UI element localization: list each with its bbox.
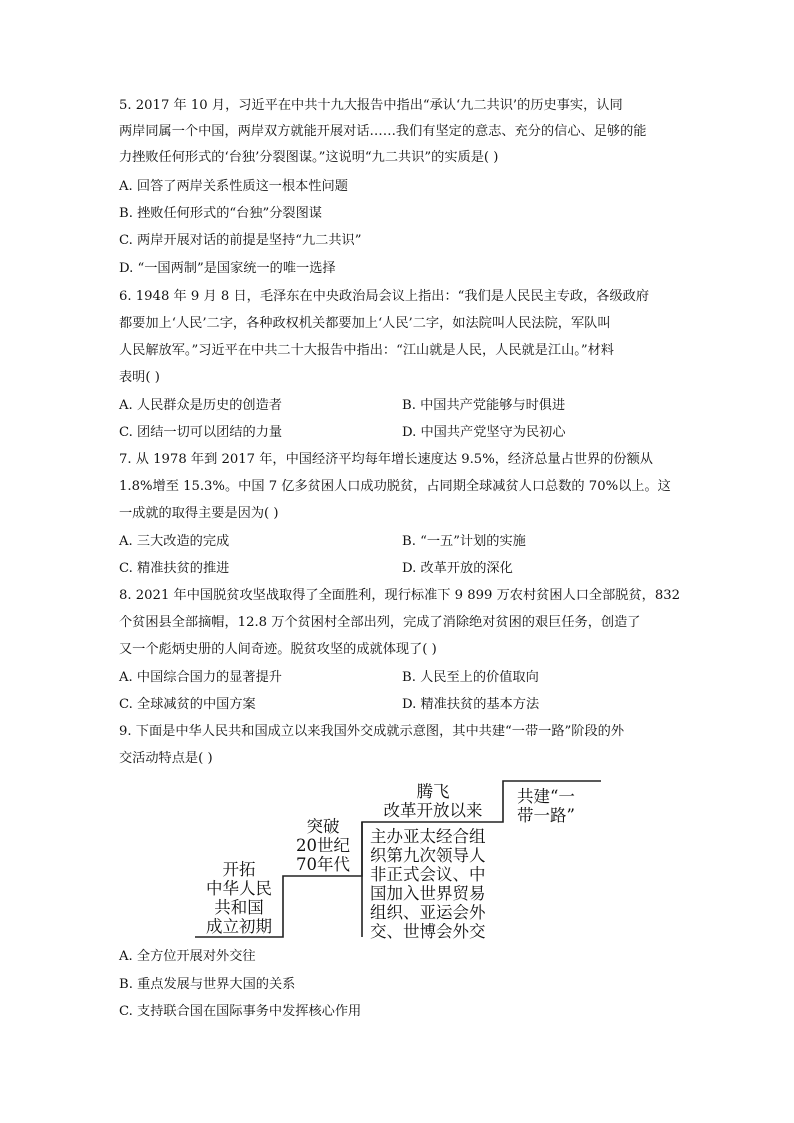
q9-line-2: 交活动特点是( ) [119, 751, 213, 766]
q6-line-4: 表明( ) [119, 370, 160, 385]
q5-option-a: A. 回答了两岸关系性质这一根本性问题 [119, 179, 348, 194]
stage3-detail-line: 国加入世界贸易 [370, 884, 486, 903]
q8-option-b: B. 人民至上的价值取向 [402, 670, 539, 685]
stage4-line: 共建“一 [517, 787, 575, 806]
stage1-label [197, 860, 281, 936]
stage3-title-line: 改革开放以来 [383, 801, 483, 820]
q6-option-d: D. 中国共产党坚守为民初心 [402, 425, 566, 440]
stage3-title-line: 腾飞 [416, 782, 450, 801]
q8-line-1: 8. 2021 年中国脱贫攻坚战取得了全面胜利，现行标准下 9 899 万农村贫困人口全部脱贫，832 [119, 588, 681, 603]
stage1-line: 共和国 [214, 898, 264, 917]
stage2-line: 20世纪 [296, 836, 350, 855]
stage3-title [364, 782, 502, 820]
stage2-line: 70年代 [296, 855, 350, 874]
q6-option-c: C. 团结一切可以团结的力量 [119, 425, 283, 440]
stage4-label [517, 787, 575, 825]
stage3-detail-line: 非正式会议、中 [370, 865, 486, 884]
q5-option-b: B. 挫败任何形式的“台独”分裂图谋 [119, 206, 322, 221]
stage2-label [287, 817, 359, 874]
q8-option-d: D. 精准扶贫的基本方法 [402, 697, 540, 712]
q5-line-2: 两岸同属一个中国，两岸双方就能开展对话……我们有坚定的意志、充分的信心、足够的能 [119, 124, 647, 139]
q9-option-a: A. 全方位开展对外交往 [119, 949, 256, 964]
q5-option-c: C. 两岸开展对话的前提是坚持“九二共识” [119, 233, 362, 248]
q8-line-3: 又一个彪炳史册的人间奇迹。脱贫攻坚的成就体现了( ) [119, 642, 437, 657]
stage3-detail-line: 交、世博会外交 [370, 922, 486, 941]
q8-line-2: 个贫困县全部摘帽，12.8 万个贫困村全部出列，完成了消除绝对贫困的艰巨任务，创造了 [119, 615, 641, 630]
q6-line-1: 6. 1948 年 9 月 8 日，毛泽东在中央政治局会议上指出：“我们是人民民主专政，各级政府 [119, 289, 650, 304]
q6-line-2: 都要加上‘人民’二字，各种政权机关都要加上‘人民’二字，如法院叫人民法院，军队叫 [119, 316, 611, 331]
stage3-detail [370, 827, 486, 941]
q6-option-b: B. 中国共产党能够与时俱进 [402, 398, 566, 413]
stage1-line: 中华人民 [206, 879, 272, 898]
q8-option-c: C. 全球减贫的中国方案 [119, 697, 256, 712]
stage4-line: 带一路” [517, 806, 575, 825]
q7-option-d: D. 改革开放的深化 [402, 561, 513, 576]
q5-line-1: 5. 2017 年 10 月，习近平在中共十九大报告中指出“承认‘九二共识’的历史事实，认同 [119, 98, 623, 113]
q5-option-d: D. “一国两制”是国家统一的唯一选择 [119, 261, 336, 276]
q7-option-c: C. 精准扶贫的推进 [119, 561, 230, 576]
stage3-detail-line: 织第九次领导人 [370, 846, 486, 865]
q7-line-3: 一成就的取得主要是因为( ) [119, 506, 279, 521]
stage1-line: 成立初期 [206, 917, 272, 936]
q9-option-b: B. 重点发展与世界大国的关系 [119, 977, 296, 992]
q7-option-b: B. “一五”计划的实施 [402, 534, 526, 549]
stage2-line: 突破 [306, 817, 340, 836]
q6-line-3: 人民解放军。”习近平在中共二十大报告中指出：“江山就是人民，人民就是江山。”材料 [119, 343, 614, 358]
q8-option-a: A. 中国综合国力的显著提升 [119, 670, 282, 685]
q9-option-c: C. 支持联合国在国际事务中发挥核心作用 [119, 1004, 362, 1019]
stage1-line: 开拓 [222, 860, 256, 879]
q7-line-2: 1.8%增至 15.3%。中国 7 亿多贫困人口成功脱贫，占同期全球减贫人口总数的 70%以上。这 [119, 479, 671, 494]
q7-option-a: A. 三大改造的完成 [119, 534, 230, 549]
stage3-detail-line: 主办亚太经合组 [370, 827, 486, 846]
q5-line-3: 力挫败任何形式的‘台独’分裂图谋。”这说明“九二共识”的实质是( ) [119, 150, 499, 165]
q9-line-1: 9. 下面是中华人民共和国成立以来我国外交成就示意图，其中共建“一带一路”阶段的外 [119, 724, 625, 739]
q7-line-1: 7. 从 1978 年到 2017 年，中国经济平均每年增长速度达 9.5%，经济总量占世界的份额从 [119, 452, 653, 467]
q6-option-a: A. 人民群众是历史的创造者 [119, 398, 282, 413]
stage3-detail-line: 组织、亚运会外 [370, 903, 486, 922]
